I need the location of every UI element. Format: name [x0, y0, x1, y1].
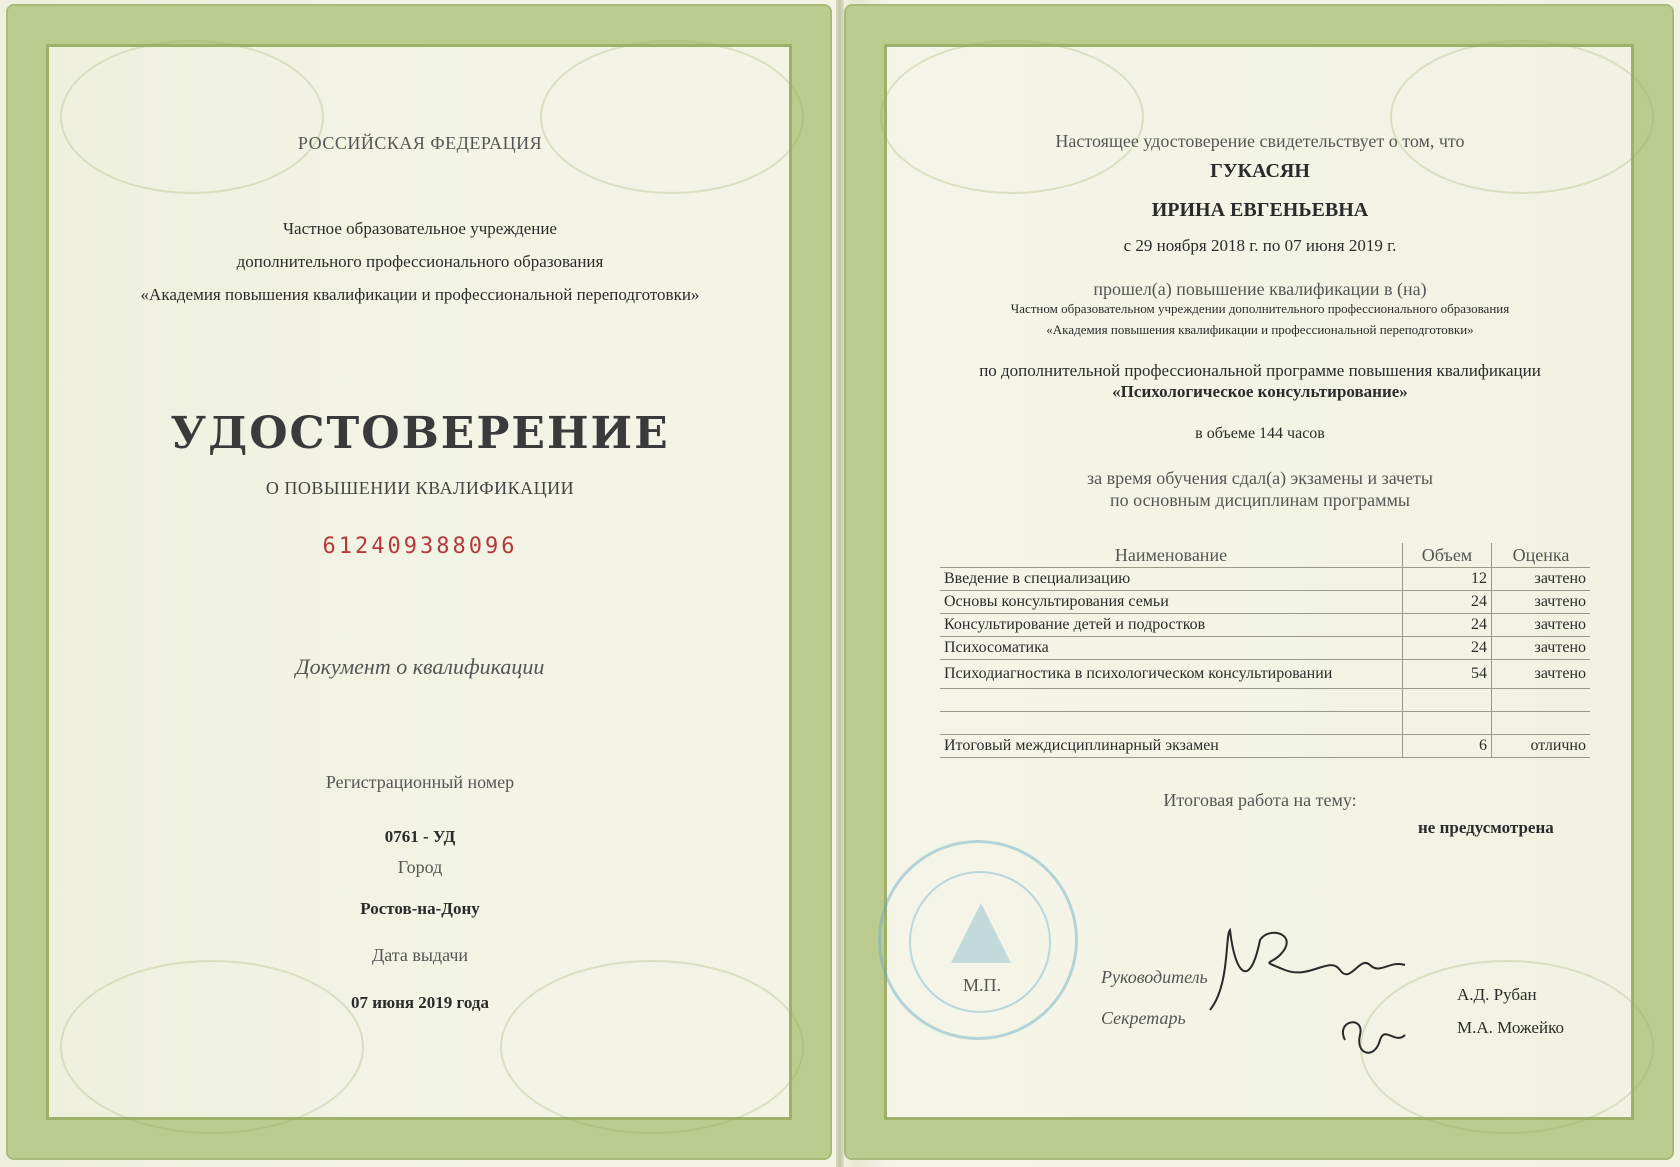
- subject-hours: 24: [1403, 591, 1492, 614]
- final-work-label: Итоговая работа на тему:: [1163, 790, 1357, 810]
- passed-text: прошел(а) повышение квалификации в (на): [1093, 279, 1427, 299]
- final-work-value: не предусмотрена: [1418, 818, 1554, 837]
- study-period: с 29 ноября 2018 г. по 07 июня 2019 г.: [1123, 236, 1397, 255]
- city-value: Ростов-на-Дону: [360, 899, 480, 918]
- table-row: [940, 637, 1590, 660]
- final-exam-name: Итоговый междисциплинарный экзамен: [940, 735, 1403, 758]
- final-exam-grade: отлично: [1492, 735, 1591, 758]
- exams-line2: по основным дисциплинам программы: [1109, 490, 1410, 510]
- stamp-emblem-icon: [951, 903, 1011, 963]
- table-row: [940, 568, 1590, 591]
- holder-surname: ГУКАСЯН: [1210, 160, 1310, 182]
- subject-name: Введение в специализацию: [940, 568, 1403, 591]
- org-line2: «Академия повышения квалификации и профессиональной переподготовки»: [1046, 322, 1474, 337]
- guilloche-ornament: [540, 40, 804, 194]
- column-header-name: Наименование: [940, 543, 1403, 568]
- subject-name: Консультирование детей и подростков: [940, 614, 1403, 637]
- column-header-grade: Оценка: [1492, 543, 1591, 568]
- final-exam-hours: 6: [1403, 735, 1492, 758]
- country-label: РОССИЙСКАЯ ФЕДЕРАЦИЯ: [297, 133, 543, 153]
- subject-grade: зачтено: [1492, 637, 1591, 660]
- issue-date-label: Дата выдачи: [371, 945, 469, 965]
- subject-hours: 24: [1403, 614, 1492, 637]
- table-row-empty: [940, 689, 1590, 712]
- secretary-label: Секретарь: [1101, 1008, 1186, 1028]
- subject-hours: 24: [1403, 637, 1492, 660]
- document-title: УДОСТОВЕРЕНИЕ: [170, 408, 670, 459]
- column-header-hours: Объем: [1403, 543, 1492, 568]
- subject-name: Психосоматика: [940, 637, 1403, 660]
- page-fold: [836, 0, 844, 1167]
- secretary-name: М.А. Можейко: [1457, 1018, 1564, 1037]
- org-line1: Частном образовательном учреждении дополнительного профессионального образования: [1010, 301, 1510, 316]
- table-row: [940, 660, 1590, 689]
- subject-grade: зачтено: [1492, 660, 1591, 689]
- subject-name: Основы консультирования семьи: [940, 591, 1403, 614]
- table-header-row: [940, 543, 1590, 568]
- guilloche-ornament: [60, 40, 324, 194]
- table-row: [940, 614, 1590, 637]
- holder-name: ИРИНА ЕВГЕНЬЕВНА: [1151, 199, 1369, 221]
- subject-grade: зачтено: [1492, 614, 1591, 637]
- program-label: по дополнительной профессиональной программе повышения квалификации: [979, 361, 1541, 380]
- stamp-label: М.П.: [963, 975, 1002, 995]
- document-type: Документ о квалификации: [295, 654, 545, 679]
- subject-name: Психодиагностика в психологическом консультировании: [940, 660, 1403, 689]
- table-row-final: [940, 735, 1590, 758]
- grades-table: [940, 543, 1590, 758]
- subject-hours: 12: [1403, 568, 1492, 591]
- registration-number: 0761 - УД: [384, 827, 456, 846]
- issuer-org-line3: «Академия повышения квалификации и профессиональной переподготовки»: [140, 285, 700, 304]
- head-label: Руководитель: [1101, 967, 1208, 987]
- program-name: «Психологическое консультирование»: [1112, 382, 1408, 401]
- document-subtitle: О ПОВЫШЕНИИ КВАЛИФИКАЦИИ: [265, 478, 575, 498]
- head-signature: [1190, 915, 1410, 1025]
- registration-label: Регистрационный номер: [325, 772, 515, 792]
- secretary-signature: [1330, 1010, 1410, 1070]
- subject-grade: зачтено: [1492, 591, 1591, 614]
- program-volume: в объеме 144 часов: [1195, 425, 1325, 442]
- table-row: [940, 591, 1590, 614]
- issue-date: 07 июня 2019 года: [351, 993, 489, 1012]
- head-name: А.Д. Рубан: [1457, 985, 1537, 1004]
- subject-hours: 54: [1403, 660, 1492, 689]
- intro-text: Настоящее удостоверение свидетельствует о том, что: [1055, 131, 1465, 151]
- serial-number: 612409388096: [322, 534, 518, 559]
- issuer-org-line2: дополнительного профессионального образования: [236, 252, 604, 271]
- guilloche-ornament: [60, 960, 364, 1134]
- table-row-empty: [940, 712, 1590, 735]
- city-label: Город: [397, 857, 443, 877]
- subject-grade: зачтено: [1492, 568, 1591, 591]
- guilloche-ornament: [500, 960, 804, 1134]
- issuer-org-line1: Частное образовательное учреждение: [283, 219, 557, 238]
- exams-line1: за время обучения сдал(а) экзамены и зачеты: [1086, 468, 1434, 488]
- official-stamp: [878, 840, 1078, 1040]
